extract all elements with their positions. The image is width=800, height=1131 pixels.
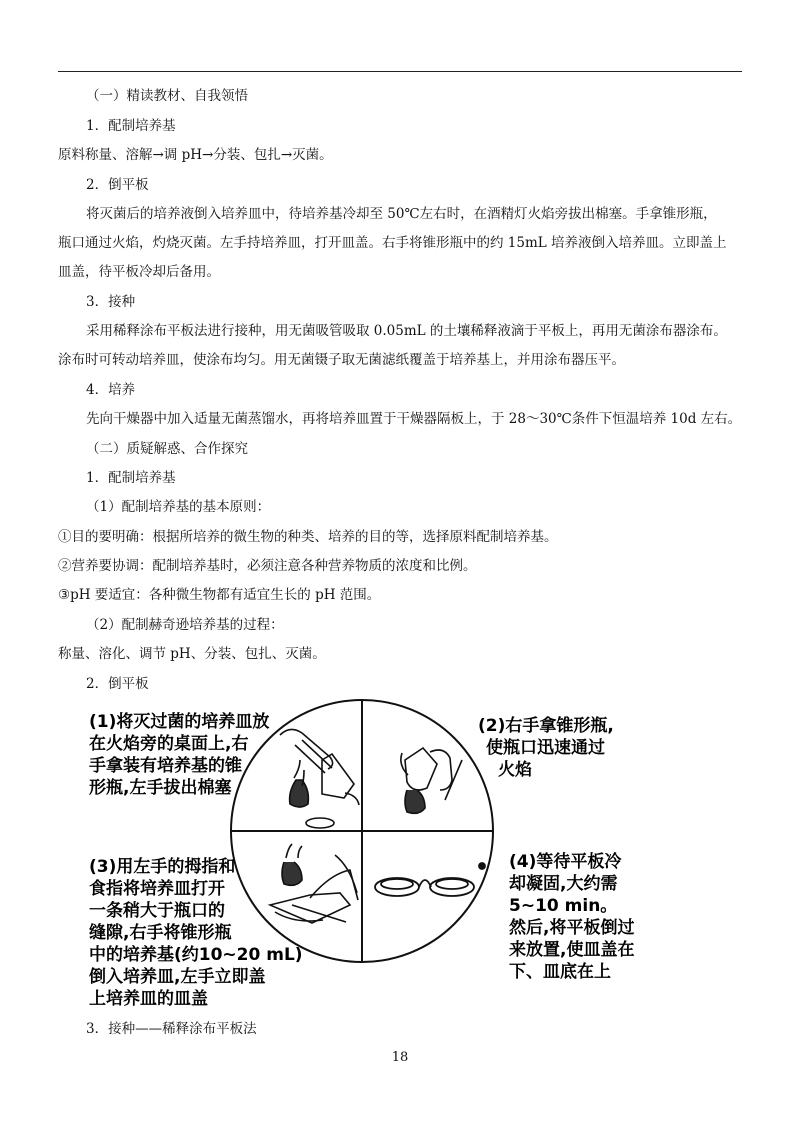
paragraph: 先向干燥器中加入适量无菌蒸馏水，再将培养皿置于干燥器隔板上，于 28～30℃条件下恒温培养 10d 左右。: [86, 411, 742, 427]
step3-caption: (3)用左手的拇指和 食指将培养皿打开 一条稍大于瓶口的 缝隙,右手将锥形瓶 中的培养基(约10~20 mL) 倒入培养皿,左手立即盖 上培养皿的皿盖: [89, 857, 303, 1009]
item-title: 2．倒平板: [86, 676, 149, 692]
item-title: 1．配制培养基: [86, 118, 176, 134]
item-title: 4．培养: [86, 382, 136, 398]
paragraph: 称量、溶化、调节 pH、分装、包扎、灭菌。: [58, 646, 326, 662]
paragraph: （2）配制赫奇逊培养基的过程：: [86, 617, 284, 633]
item-title: 1．配制培养基: [86, 470, 176, 486]
step4-illustration: [375, 863, 485, 896]
section-heading: （一）精读教材、自我领悟: [86, 88, 248, 104]
paragraph: 将灭菌后的培养液倒入培养皿中，待培养基冷却至 50℃左右时，在酒精灯火焰旁拔出棉塞。手拿锥形瓶，: [86, 206, 717, 222]
paragraph: 瓶口通过火焰，灼烧灭菌。左手持培养皿，打开皿盖。右手将锥形瓶中的约 15mL 培养液倒入培养皿。立即盖上: [58, 235, 727, 251]
step1-caption: (1)将灭过菌的培养皿放 在火焰旁的桌面上,右 手拿装有培养基的锥 形瓶,左手拔出棉塞: [89, 712, 270, 798]
step4-caption: (4)等待平板冷 却凝固,大约需 5~10 min。 然后,将平板倒过 来放置,使皿盖在 下、皿底在上: [509, 852, 635, 982]
paragraph: 皿盖，待平板冷却后备用。: [58, 264, 220, 280]
item-title: 2．倒平板: [86, 177, 149, 193]
item-title: 3．接种——稀释涂布平板法: [86, 1021, 257, 1037]
page-number: 18: [391, 1050, 409, 1065]
section-heading: （二）质疑解惑、合作探究: [86, 441, 248, 457]
item-title: 3．接种: [86, 294, 136, 310]
paragraph: 原料称量、溶解→调 pH→分装、包扎→灭菌。: [58, 147, 333, 163]
paragraph: 采用稀释涂布平板法进行接种，用无菌吸管吸取 0.05mL 的土壤稀释液滴于平板上，再用无菌涂布器涂布。: [86, 323, 727, 339]
paragraph: ②营养要协调：配制培养基时，必须注意各种营养物质的浓度和比例。: [58, 558, 477, 574]
step1-illustration: [280, 729, 359, 828]
paragraph: ①目的要明确：根据所培养的微生物的种类、培养的目的等，选择原料配制培养基。: [58, 529, 558, 545]
step2-illustration: [401, 748, 462, 813]
step2-caption: (2)右手拿锥形瓶, 使瓶口迅速通过 火焰: [478, 716, 614, 780]
paragraph: ③pH 要适宜：各种微生物都有适宜生长的 pH 范围。: [58, 587, 381, 603]
paragraph: 涂布时可转动培养皿，使涂布均匀。用无菌镊子取无菌滤纸覆盖于培养基上，并用涂布器压平。: [58, 352, 625, 368]
paragraph: （1）配制培养基的基本原则：: [86, 499, 271, 515]
